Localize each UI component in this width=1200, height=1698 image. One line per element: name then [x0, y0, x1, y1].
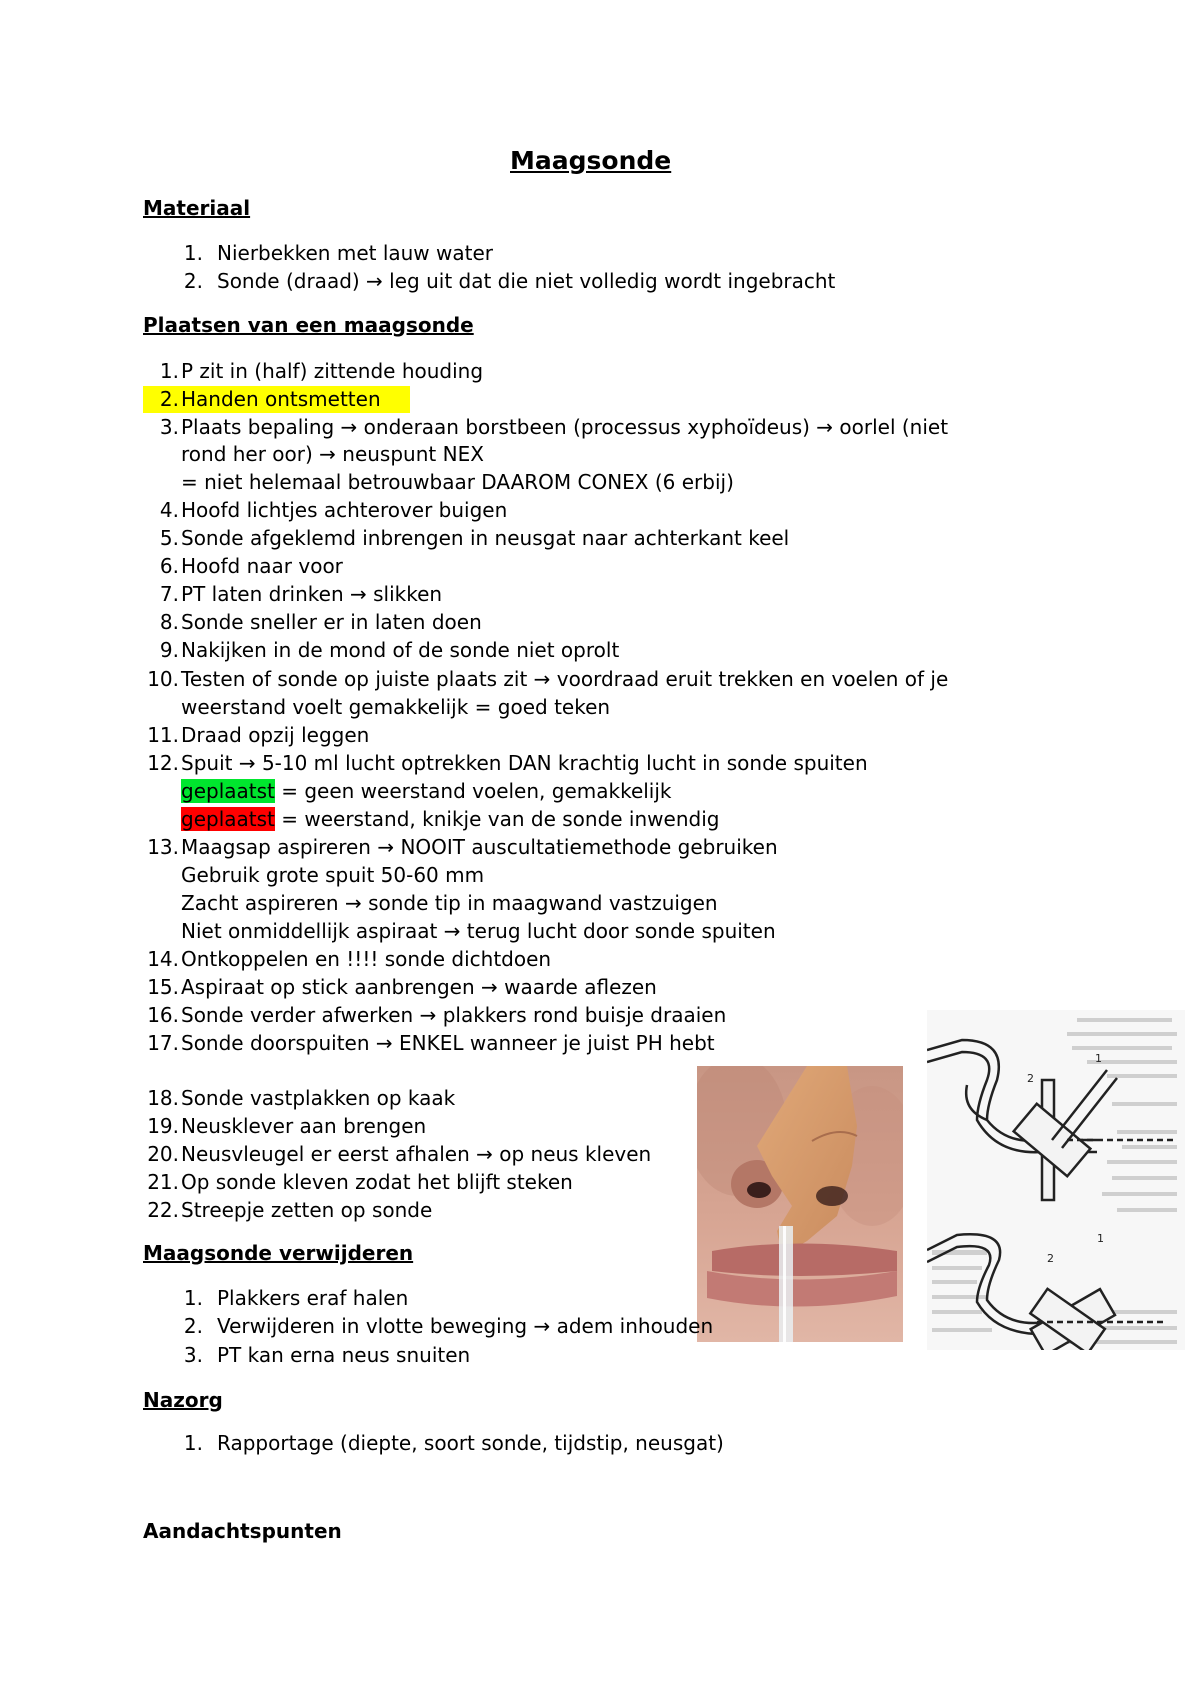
list-item: P zit in (half) zittende houding	[181, 359, 484, 383]
list-number: 11.	[147, 723, 179, 747]
list-item: Hoofd naar voor	[181, 554, 343, 578]
nose-tape-photo	[697, 1066, 903, 1342]
highlight-red: geplaatst	[181, 807, 275, 831]
list-number: 6.	[159, 554, 179, 578]
list-item: Streepje zetten op sonde	[181, 1198, 433, 1222]
list-item: Ontkoppelen en !!!! sonde dichtdoen	[181, 947, 552, 971]
list-item: Nierbekken met lauw water	[217, 241, 494, 265]
list-item: Neusklever aan brengen	[181, 1114, 427, 1138]
list-number: 4.	[159, 498, 179, 522]
list-item: PT laten drinken → slikken	[181, 582, 443, 606]
list-item: Rapportage (diepte, soort sonde, tijdstip, neusgat)	[217, 1431, 724, 1455]
diagram-label: 2	[1047, 1252, 1054, 1265]
list-number: 3.	[183, 1343, 203, 1367]
list-number: 22.	[147, 1198, 179, 1222]
list-item: Nakijken in de mond of de sonde niet oprolt	[181, 638, 620, 662]
list-item-continuation: Niet onmiddellijk aspiraat → terug lucht door sonde spuiten	[181, 919, 776, 943]
heading-nazorg: Nazorg	[143, 1388, 223, 1412]
list-number: 2.	[183, 269, 203, 293]
list-number: 19.	[147, 1114, 179, 1138]
diagram-label: 1	[1095, 1052, 1102, 1065]
heading-verwijderen: Maagsonde verwijderen	[143, 1241, 414, 1265]
page-title: Maagsonde	[510, 146, 672, 175]
list-number: 18.	[147, 1086, 179, 1110]
list-item-continuation: weerstand voelt gemakkelijk = goed teken	[181, 695, 611, 719]
heading-materiaal: Materiaal	[143, 196, 251, 220]
list-number: 21.	[147, 1170, 179, 1194]
list-number: 1.	[183, 1286, 203, 1310]
nose-tape-diagram	[927, 1010, 1185, 1350]
list-item-continuation: geplaatst = weerstand, knikje van de sonde inwendig	[181, 807, 720, 831]
list-item: Hoofd lichtjes achterover buigen	[181, 498, 508, 522]
list-number: 13.	[147, 835, 179, 859]
list-item-continuation: Gebruik grote spuit 50-60 mm	[181, 863, 485, 887]
list-item: Aspiraat op stick aanbrengen → waarde aflezen	[181, 975, 657, 999]
list-number: 16.	[147, 1003, 179, 1027]
list-item-continuation: geplaatst = geen weerstand voelen, gemakkelijk	[181, 779, 672, 803]
list-number: 20.	[147, 1142, 179, 1166]
list-number: 2.	[183, 1314, 203, 1338]
diagram-label: 2	[1027, 1072, 1034, 1085]
list-item: Plaats bepaling → onderaan borstbeen (processus xyphoïdeus) → oorlel (niet	[181, 415, 949, 439]
highlight-green: geplaatst	[181, 779, 275, 803]
list-item: Maagsap aspireren → NOOIT auscultatiemethode gebruiken	[181, 835, 778, 859]
list-item: Testen of sonde op juiste plaats zit → voordraad eruit trekken en voelen of je	[181, 667, 949, 691]
heading-plaatsen: Plaatsen van een maagsonde	[143, 313, 474, 337]
list-item-continuation: rond her oor) → neuspunt NEX	[181, 442, 484, 466]
list-item: PT kan erna neus snuiten	[217, 1343, 471, 1367]
list-item: Sonde sneller er in laten doen	[181, 610, 482, 634]
list-number: 3.	[159, 415, 179, 439]
list-number: 7.	[159, 582, 179, 606]
list-number: 1.	[183, 241, 203, 265]
list-item-continuation: Zacht aspireren → sonde tip in maagwand vastzuigen	[181, 891, 718, 915]
list-item: Sonde verder afwerken → plakkers rond buisje draaien	[181, 1003, 727, 1027]
list-item: Sonde afgeklemd inbrengen in neusgat naar achterkant keel	[181, 526, 790, 550]
list-number: 17.	[147, 1031, 179, 1055]
list-item: Draad opzij leggen	[181, 723, 370, 747]
list-number: 1.	[183, 1431, 203, 1455]
list-number: 2.	[159, 387, 179, 411]
list-number: 9.	[159, 638, 179, 662]
list-number: 8.	[159, 610, 179, 634]
list-item: Op sonde kleven zodat het blijft steken	[181, 1170, 573, 1194]
list-number: 14.	[147, 947, 179, 971]
diagram-label: 1	[1097, 1232, 1104, 1245]
list-number: 5.	[159, 526, 179, 550]
list-item-continuation: = niet helemaal betrouwbaar DAAROM CONEX (6 erbij)	[181, 470, 734, 494]
list-item: Sonde vastplakken op kaak	[181, 1086, 456, 1110]
list-number: 12.	[147, 751, 179, 775]
list-item: Plakkers eraf halen	[217, 1286, 409, 1310]
list-item: Neusvleugel er eerst afhalen → op neus kleven	[181, 1142, 652, 1166]
heading-aandachtspunten: Aandachtspunten	[143, 1519, 342, 1543]
list-item: Verwijderen in vlotte beweging → adem inhouden	[217, 1314, 714, 1338]
list-number: 15.	[147, 975, 179, 999]
list-item: Sonde (draad) → leg uit dat die niet volledig wordt ingebracht	[217, 269, 836, 293]
list-number: 10.	[147, 667, 179, 691]
list-item: Spuit → 5-10 ml lucht optrekken DAN krachtig lucht in sonde spuiten	[181, 751, 868, 775]
list-item: Sonde doorspuiten → ENKEL wanneer je juist PH hebt	[181, 1031, 715, 1055]
list-number: 1.	[159, 359, 179, 383]
list-item: Handen ontsmetten	[181, 387, 381, 411]
